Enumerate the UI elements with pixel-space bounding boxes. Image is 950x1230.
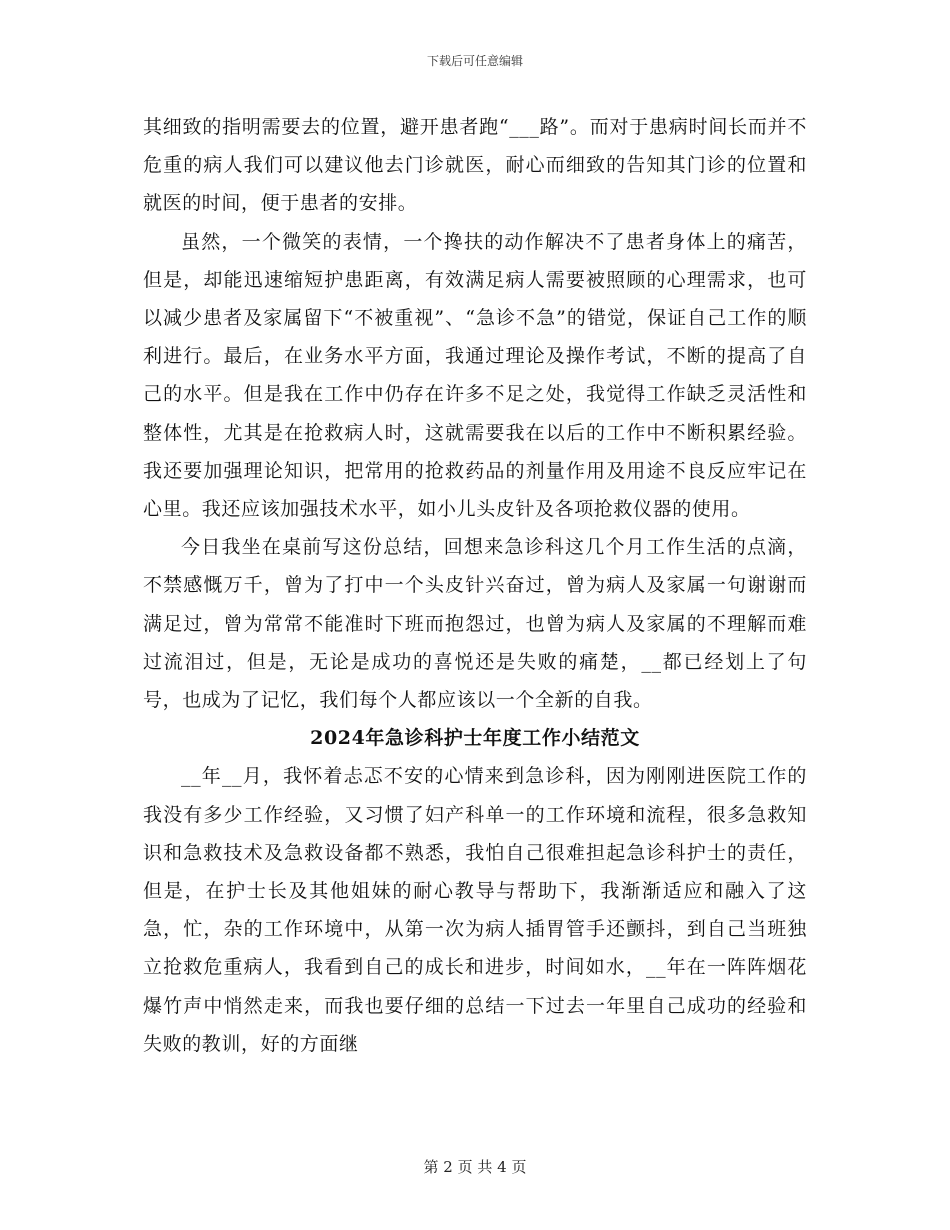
paragraph-1: 其细致的指明需要去的位置，避开患者跑“___路”。而对于患病时间长而并不危重的病人我们可以建议他去门诊就医，耐心而细致的告知其门诊的位置和就医的时间，便于患者的安排。 [143, 116, 807, 215]
section-title: 2024年急诊科护士年度工作小结范文 [310, 727, 640, 750]
paragraph-4: __年__月，我怀着忐忑不安的心情来到急诊科，因为刚刚进医院工作的我没有多少工作经验，又习惯了妇产科单一的工作环境和流程，很多急救知识和急救技术及急救设备都不熟悉，我怕自己很难担起急诊科护士的责任，但是，在护士长及其他姐妹的耐心教导与帮助下，我渐渐适应和融入了这急，忙，杂的工作环境中，从第一次为病人插胃管手还颤抖，到自己当班独立抢救危重病人，我看到自己的成长和进步，时间如水，__年在一阵阵烟花爆竹声中悄然走来，而我也要仔细的总结一下过去一年里自己成功的经验和失败的教训，好的方面继 [143, 765, 807, 1055]
page-header-note: 下载后可任意编辑 [426, 54, 523, 68]
paragraph-2: 虽然，一个微笑的表情，一个搀扶的动作解决不了患者身体上的痛苦，但是，却能迅速缩短护患距离，有效满足病人需要被照顾的心理需求，也可以减少患者及家属留下“不被重视”、“急诊不急”的错觉，保证自己工作的顺利进行。最后，在业务水平方面，我通过理论及操作考试，不断的提高了自己的水平。但是我在工作中仍存在许多不足之处，我觉得工作缺乏灵活性和整体性，尤其是在抢救病人时，这就需要我在以后的工作中不断积累经验。我还要加强理论知识，把常用的抢救药品的剂量作用及用途不良反应牢记在心里。我还应该加强技术水平，如小儿头皮针及各项抢救仪器的使用。 [143, 230, 807, 521]
page-number: 第 2 页 共 4 页 [423, 1158, 527, 1176]
document-body [143, 108, 807, 1063]
paragraph-3: 今日我坐在桌前写这份总结，回想来急诊科这几个月工作生活的点滴，不禁感慨万千，曾为了打中一个头皮针兴奋过，曾为病人及家属一句谢谢而满足过，曾为常常不能准时下班而抱怨过，也曾为病人及家属的不理解而难过流泪过，但是，无论是成功的喜悦还是失败的痛楚，__都已经划上了句号，也成为了记忆，我们每个人都应该以一个全新的自我。 [143, 536, 807, 712]
